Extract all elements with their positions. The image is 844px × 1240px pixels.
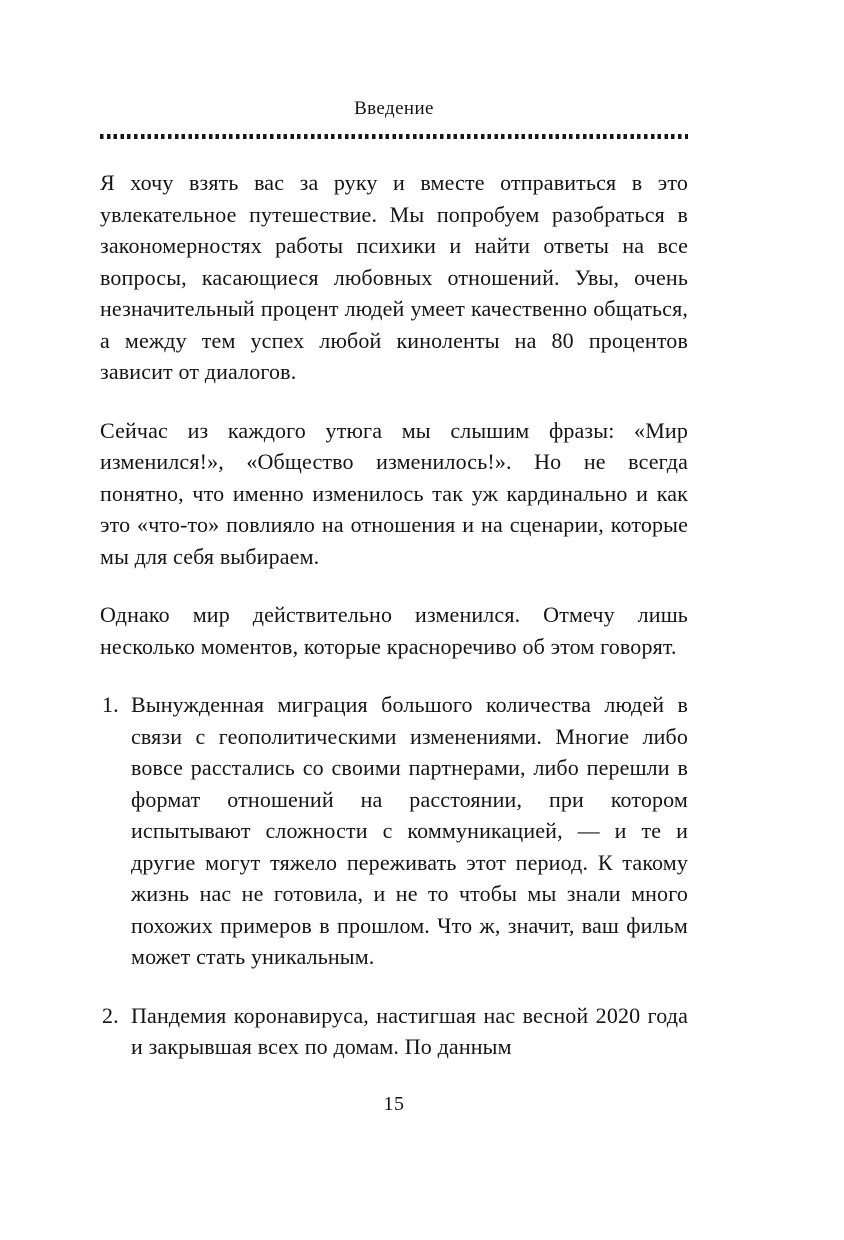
chapter-running-head: Введение <box>354 98 434 119</box>
list-item-2-number: 2. <box>102 1002 119 1028</box>
page-number: 15 <box>383 1093 405 1115</box>
paragraph-3: Однако мир действительно изменился. Отмечу лишь несколько моментов, которые красноречиво об этом говорят. <box>100 602 688 659</box>
body-text-block <box>100 167 688 1063</box>
list-item-1 <box>100 689 688 973</box>
numbered-list <box>100 689 688 1063</box>
list-item-2-text: Пандемия коронавируса, настигшая нас весной 2020 года и закрывшая всех по домам. По данным <box>131 1002 688 1059</box>
dotted-divider <box>100 134 688 139</box>
list-item-1-number: 1. <box>102 692 119 717</box>
paragraph-1: Я хочу взять вас за руку и вместе отправиться в это увлекательное путешествие. Мы попробуем разобраться в закономерностях работы психики и найти ответы на все вопросы, касающиеся любовных отношений. Увы, очень незначительный процент людей умеет качественно общаться, а между тем успех любой киноленты на 80 процентов зависит от диалогов. <box>100 170 688 384</box>
paragraph-2: Сейчас из каждого утюга мы слышим фразы: «Мир изменился!», «Общество изменилось!». Но не всегда понятно, что именно изменилось так уж кардинально и как это «что-то» повлияло на отношения и на сценарии, которые мы для себя выбираем. <box>100 417 688 569</box>
list-item-1-text: Вынужденная миграция большого количества людей в связи с геополитическими изменениями. Многие либо вовсе расстались со своими партнерами, либо перешли в формат отношений на расстоянии, при котором испытывают сложности с коммуникацией, — и те и другие могут тяжело переживать этот период. К такому жизнь нас не готовила, и не то чтобы мы знали много похожих примеров в прошлом. Что ж, значит, ваш фильм может стать уникальным. <box>131 692 688 969</box>
list-item-2 <box>100 1000 688 1063</box>
